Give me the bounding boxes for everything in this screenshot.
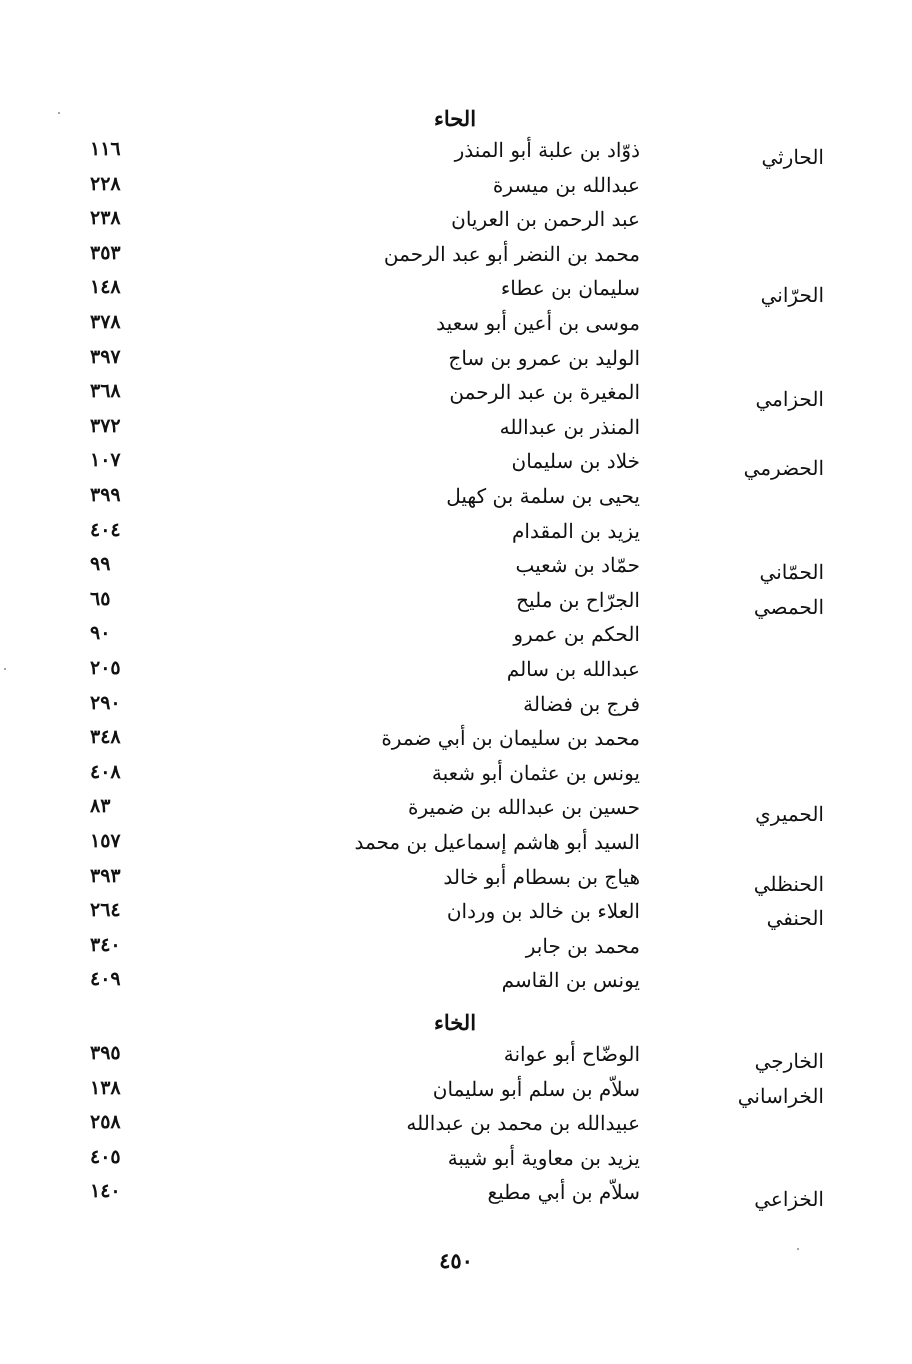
entry-page-number: ١٣٨ (90, 1076, 121, 1099)
index-entry (0, 761, 912, 795)
index-entry (0, 830, 912, 864)
entry-page-number: ٣٩٥ (90, 1042, 121, 1064)
entry-name: المنذر بن عبدالله (499, 414, 640, 439)
entry-nisba: الحنظلي (753, 871, 824, 896)
entry-name: ذوّاد بن علبة أبو المنذر (454, 138, 640, 162)
entry-page-number: ٨٣ (90, 795, 111, 818)
entry-page-number: ١٠٧ (90, 449, 121, 472)
entry-page-number: ٣٧٨ (90, 311, 121, 333)
entry-page-number: ٤٠٤ (90, 518, 121, 541)
index-entry (0, 657, 912, 691)
page-number: ٤٥٠ (439, 1248, 473, 1273)
entry-nisba: الحارثي (761, 145, 824, 169)
entry-page-number: ١٤٨ (90, 276, 121, 299)
entry-nisba: الحمّاني (759, 560, 824, 585)
index-entry (0, 380, 912, 414)
entry-name: حمّاد بن شعيب (515, 553, 640, 578)
entry-nisba: الحرّاني (760, 283, 824, 308)
index-entry (0, 968, 912, 1002)
entry-name: خلاد بن سليمان (511, 449, 640, 474)
index-entry (0, 1042, 912, 1076)
entry-page-number: ٢٦٤ (90, 899, 121, 922)
entry-name: يزيد بن المقدام (512, 518, 640, 543)
index-entry (0, 138, 912, 172)
entry-name: الجرّاح بن مليح (516, 587, 640, 612)
entry-name: سلاّم بن أبي مطيع (487, 1180, 640, 1205)
entry-name: موسى بن أعين أبو سعيد (436, 311, 640, 335)
index-entry (0, 173, 912, 207)
entry-page-number: ٣٧٢ (90, 414, 121, 437)
entry-page-number: ٣٩٣ (90, 864, 121, 887)
index-entry (0, 1180, 912, 1214)
entry-page-number: ٢٣٨ (90, 207, 121, 230)
index-entry (0, 553, 912, 587)
entry-nisba: الحزامي (755, 387, 824, 412)
index-entry (0, 449, 912, 483)
entry-name: الوليد بن عمرو بن ساج (448, 345, 640, 370)
entry-name: سلاّم بن سلم أبو سليمان (432, 1076, 640, 1101)
entry-page-number: ٤٠٨ (90, 760, 121, 783)
entry-nisba: الخارجي (754, 1049, 824, 1073)
entry-name: العلاء بن خالد بن وردان (446, 899, 640, 924)
index-entry (0, 1146, 912, 1180)
entry-page-number: ٩٩ (90, 553, 111, 576)
entry-name: يونس بن القاسم (501, 968, 640, 993)
entry-page-number: ٢٠٥ (90, 657, 121, 679)
index-entry (0, 622, 912, 656)
entry-page-number: ٤٠٥ (90, 1145, 121, 1168)
entry-name: المغيرة بن عبد الرحمن (449, 380, 640, 405)
entry-name: محمد بن النضر أبو عبد الرحمن (383, 241, 640, 266)
entry-name: عبد الرحمن بن العريان (451, 207, 640, 232)
index-entry (0, 588, 912, 622)
index-entry (0, 1077, 912, 1111)
entry-page-number: ٦٥ (90, 587, 111, 610)
entry-name: عبيدالله بن محمد بن عبدالله (406, 1111, 640, 1136)
entry-nisba: الخراساني (737, 1083, 824, 1108)
section-title: الحاء (433, 106, 477, 131)
entry-page-number: ٢٩٠ (90, 691, 121, 714)
index-entry (0, 242, 912, 276)
entry-page-number: ٣٥٣ (90, 241, 121, 264)
index-entry (0, 692, 912, 726)
entry-name: فرج بن فضالة (523, 691, 640, 716)
entry-page-number: ١٤٠ (90, 1180, 121, 1203)
entry-nisba: الحميري (755, 802, 824, 827)
entry-page-number: ١٥٧ (90, 830, 121, 852)
index-entry (0, 311, 912, 345)
entry-name: محمد بن سليمان بن أبي ضمرة (381, 726, 640, 751)
entry-page-number: ٣٦٨ (90, 380, 121, 403)
entry-page-number: ٤٠٩ (90, 968, 121, 991)
entry-nisba: الحنفي (766, 906, 824, 931)
scan-speck (797, 1248, 799, 1250)
index-entry (0, 519, 912, 553)
index-entry (0, 1111, 912, 1145)
entry-page-number: ٩٠ (90, 622, 111, 645)
index-entry (0, 415, 912, 449)
index-entry (0, 207, 912, 241)
index-entry (0, 346, 912, 380)
entry-page-number: ١١٦ (90, 138, 121, 160)
entry-name: يونس بن عثمان أبو شعبة (431, 760, 640, 785)
index-entry (0, 276, 912, 310)
entry-name: الوضّاح أبو عوانة (503, 1042, 640, 1066)
index-entry (0, 726, 912, 760)
entry-nisba: الحضرمي (743, 456, 824, 481)
entry-page-number: ٢٢٨ (90, 172, 121, 195)
entry-page-number: ٣٤٨ (90, 726, 121, 749)
entry-name: عبدالله بن سالم (506, 657, 640, 681)
entry-name: يزيد بن معاوية أبو شيبة (447, 1145, 640, 1170)
entry-name: السيد أبو هاشم إسماعيل بن محمد (354, 830, 640, 854)
entry-page-number: ٣٩٧ (90, 345, 121, 368)
index-entry (0, 934, 912, 968)
entry-page-number: ٣٤٠ (90, 933, 121, 956)
index-entry (0, 484, 912, 518)
entry-name: عبدالله بن ميسرة (492, 172, 640, 197)
index-entry (0, 865, 912, 899)
entry-name: محمد بن جابر (525, 933, 640, 958)
entry-name: هياج بن بسطام أبو خالد (443, 864, 640, 889)
entry-nisba: الحمصي (753, 594, 824, 619)
entry-name: حسين بن عبدالله بن ضميرة (407, 795, 640, 820)
entry-page-number: ٢٥٨ (90, 1111, 121, 1134)
scan-speck (58, 112, 60, 114)
entry-name: سليمان بن عطاء (500, 276, 640, 301)
entry-name: يحيى بن سلمة بن كهيل (446, 484, 640, 508)
index-entry (0, 899, 912, 933)
index-entry (0, 795, 912, 829)
entry-name: الحكم بن عمرو (513, 622, 640, 647)
entry-nisba: الخزاعي (754, 1187, 824, 1212)
entry-page-number: ٣٩٩ (90, 484, 121, 506)
section-title: الخاء (433, 1010, 477, 1035)
